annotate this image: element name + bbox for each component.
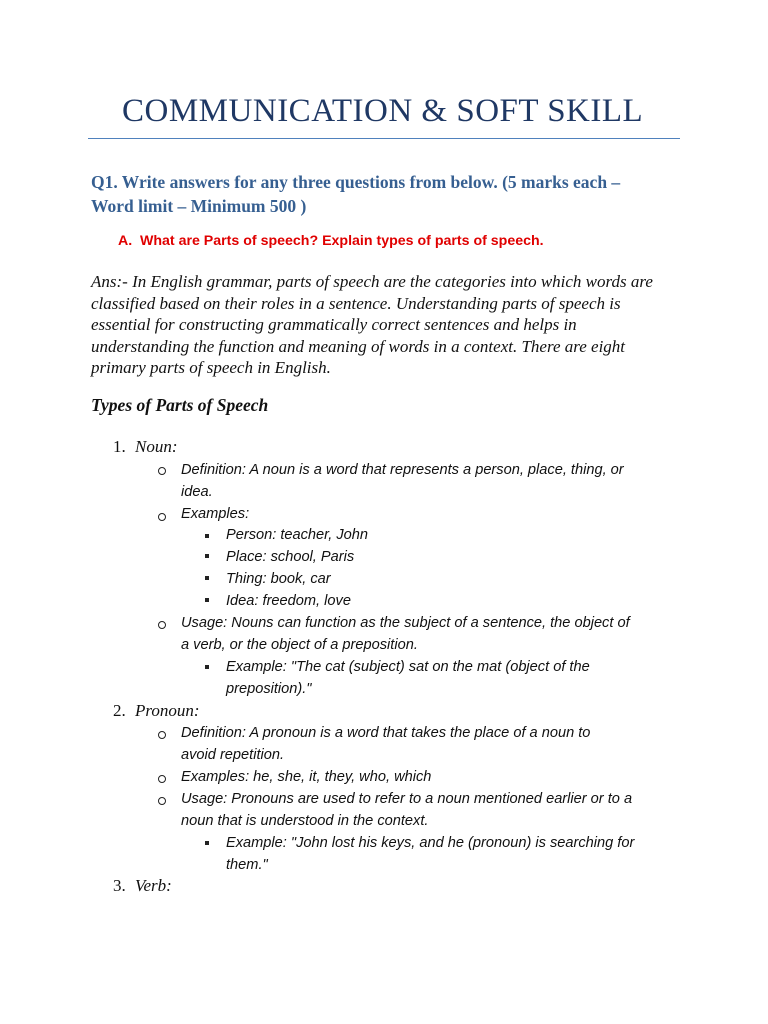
pronoun-usage-example	[226, 832, 681, 876]
section-heading: Types of Parts of Speech	[91, 395, 269, 415]
circle-bullet-icon	[158, 797, 166, 805]
noun-definition	[181, 459, 681, 503]
definition-line: idea.	[181, 484, 213, 500]
list-item-verb	[113, 876, 172, 896]
part-name: Verb:	[135, 876, 172, 895]
usage-example-line: them."	[226, 857, 268, 873]
pronoun-usage	[181, 788, 681, 832]
square-bullet-icon	[205, 598, 209, 602]
list-item-noun	[113, 437, 178, 457]
square-bullet-icon	[205, 554, 209, 558]
list-number: 3.	[113, 876, 126, 895]
answer-line: classified based on their roles in a sentence. Understanding parts of speech is	[91, 293, 621, 313]
example-item: Person: teacher, John	[226, 527, 368, 543]
usage-example-line: preposition)."	[226, 681, 312, 697]
usage-line: Usage: Nouns can function as the subject of a sentence, the object of	[181, 615, 630, 631]
noun-examples-label: Examples:	[181, 506, 250, 522]
example-item: Idea: freedom, love	[226, 593, 351, 609]
noun-examples-list	[226, 524, 681, 612]
circle-bullet-icon	[158, 775, 166, 783]
pronoun-examples: Examples: he, she, it, they, who, which	[181, 769, 432, 785]
noun-usage-example	[226, 656, 681, 700]
usage-line: Usage: Pronouns are used to refer to a noun mentioned earlier or to a	[181, 791, 633, 807]
sub-question	[118, 233, 544, 249]
example-item: Thing: book, car	[226, 571, 331, 587]
list-number: 1.	[113, 437, 126, 456]
question-heading	[91, 170, 681, 218]
answer-line: Ans:- In English grammar, parts of speech are the categories into which words are	[91, 272, 653, 291]
circle-bullet-icon	[158, 513, 166, 521]
square-bullet-icon	[205, 576, 209, 580]
definition-line: Definition: A pronoun is a word that takes the place of a noun to	[181, 725, 591, 741]
definition-line: Definition: A noun is a word that represents a person, place, thing, or	[181, 462, 624, 478]
noun-usage	[181, 612, 681, 656]
usage-example-line: Example: "The cat (subject) sat on the mat (object of the	[226, 659, 590, 675]
title-underline-divider	[88, 138, 680, 139]
square-bullet-icon	[205, 841, 209, 845]
square-bullet-icon	[205, 534, 209, 538]
list-item-pronoun	[113, 701, 200, 721]
square-bullet-icon	[205, 665, 209, 669]
sub-question-marker: A.	[118, 233, 133, 249]
answer-line: essential for constructing grammatically correct sentences and helps in	[91, 315, 577, 335]
definition-line: avoid repetition.	[181, 747, 285, 763]
question-line-1: Q1. Write answers for any three questions from below. (5 marks each –	[91, 172, 621, 192]
answer-paragraph	[91, 271, 681, 379]
page-title: COMMUNICATION & SOFT SKILL	[122, 93, 644, 129]
sub-question-text: What are Parts of speech? Explain types of parts of speech.	[139, 233, 544, 249]
part-name: Pronoun:	[135, 701, 200, 720]
pronoun-definition	[181, 722, 681, 766]
usage-line: noun that is understood in the context.	[181, 813, 429, 829]
answer-line: primary parts of speech in English.	[91, 358, 331, 378]
usage-line: a verb, or the object of a preposition.	[181, 637, 418, 653]
example-item: Place: school, Paris	[226, 549, 355, 565]
usage-example-line: Example: "John lost his keys, and he (pronoun) is searching for	[226, 835, 635, 851]
circle-bullet-icon	[158, 621, 166, 629]
circle-bullet-icon	[158, 731, 166, 739]
list-number: 2.	[113, 701, 126, 720]
part-name: Noun:	[135, 437, 178, 456]
question-line-2: Word limit – Minimum 500 )	[91, 196, 307, 216]
answer-line: understanding the function and meaning of words in a context. There are eight	[91, 336, 626, 356]
circle-bullet-icon	[158, 467, 166, 475]
